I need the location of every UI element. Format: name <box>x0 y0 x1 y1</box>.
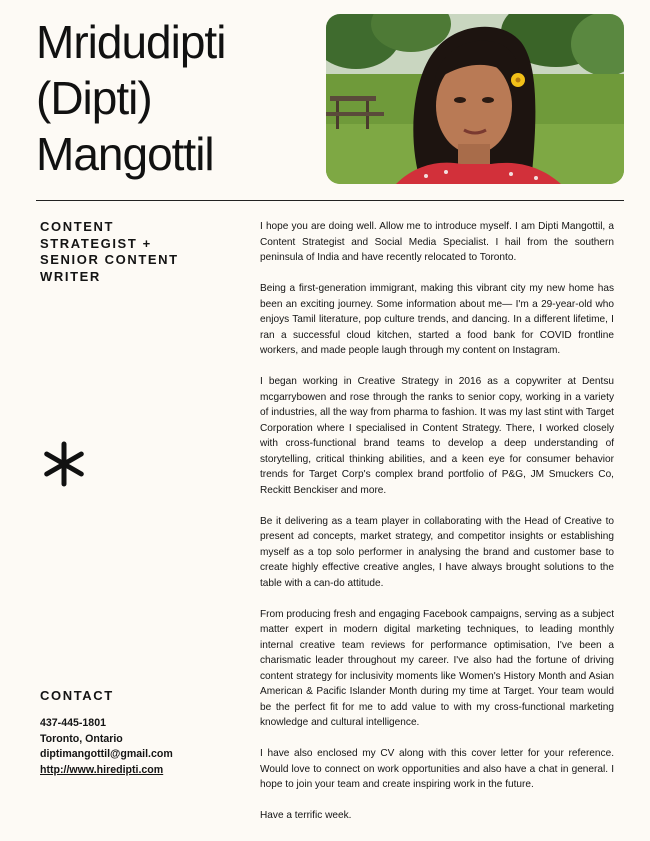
email-address[interactable]: diptimangottil@gmail.com <box>40 748 173 760</box>
phone-number: 437-445-1801 <box>40 717 106 729</box>
location: Toronto, Ontario <box>40 732 123 745</box>
letter-signoff: Have a terrific week. <box>260 810 352 821</box>
letter-paragraph-5: From producing fresh and engaging Facebook campaigns, serving as a subject matter expert in modern digital marketing techniques, to leading monthly internal creative team reviews for performance optimisation, I've been a charismatic leader throughout my career. I've also had the fortune of driving content strategy for inclusivity moments like Women's History Month and Asian American & Pacific Islander Month during my time at Target. Your team would be the perfect fit for me to add value to with my cross-functional marketing knowledge and cultural intelligence. <box>260 608 614 728</box>
contact-heading: CONTACT <box>40 688 114 703</box>
job-title: CONTENT STRATEGIST + SENIOR CONTENT WRITER <box>40 219 179 284</box>
header-divider <box>36 200 624 201</box>
letter-paragraph-2: Being a first-generation immigrant, making this vibrant city my new home has been an exciting journey. Some information about me— I'm a 29-year-old who enjoys Tamil literature, pop culture trends, and dancing. In a different lifetime, I ran a successful cloud kitchen, started a food bank for COVID frontline workers, and made people laugh through my content on Instagram. <box>260 283 614 356</box>
asterisk-icon <box>40 440 88 488</box>
cover-letter-body <box>260 219 614 839</box>
letter-paragraph-4: Be it delivering as a team player in collaborating with the Head of Creative to present ad concepts, market strategy, and competitor insights or establishing myself as a top solo performer in analysing the brand and customer base to create highly effective creative angles, I have always brought solutions to the table with a can-do attitude. <box>260 515 614 589</box>
letter-paragraph-3: I began working in Creative Strategy in 2016 as a copywriter at Dentsu mcgarrybowen and rose through the ranks to senior copy, working in a variety of industries, all the way from pharma to fashion. It was my last stint with Target Corporation where I specialised in Content Strategy. There, I worked closely with cross-functional brand teams to develop a deep understanding of storytelling, critical thinking abilities, and a keen eye for consumer behavior trends for Target Corp's complex brand portfolio of P&G, JM Smuckers Co, Reckitt Benckiser and more. <box>260 376 614 496</box>
letter-paragraph-1: I hope you are doing well. Allow me to introduce myself. I am Dipti Mangottil, a Content Strategist and Social Media Specialist. I hail from the southern peninsula of India and have recently relocated to Toronto. <box>260 221 614 263</box>
name-line-1: Mridudipti <box>36 16 226 68</box>
name-line-2: (Dipti) <box>36 72 152 124</box>
applicant-name <box>36 14 225 182</box>
profile-photo <box>326 14 624 184</box>
website-link[interactable]: http://www.hiredipti.com <box>40 763 164 776</box>
letter-paragraph-6: I have also enclosed my CV along with this cover letter for your reference. Would love to connect on work opportunities and also have a chat in general. I hope to join your team and create inspiring work in the future. <box>260 748 614 790</box>
name-line-3: Mangottil <box>36 128 214 180</box>
contact-details <box>40 716 173 778</box>
